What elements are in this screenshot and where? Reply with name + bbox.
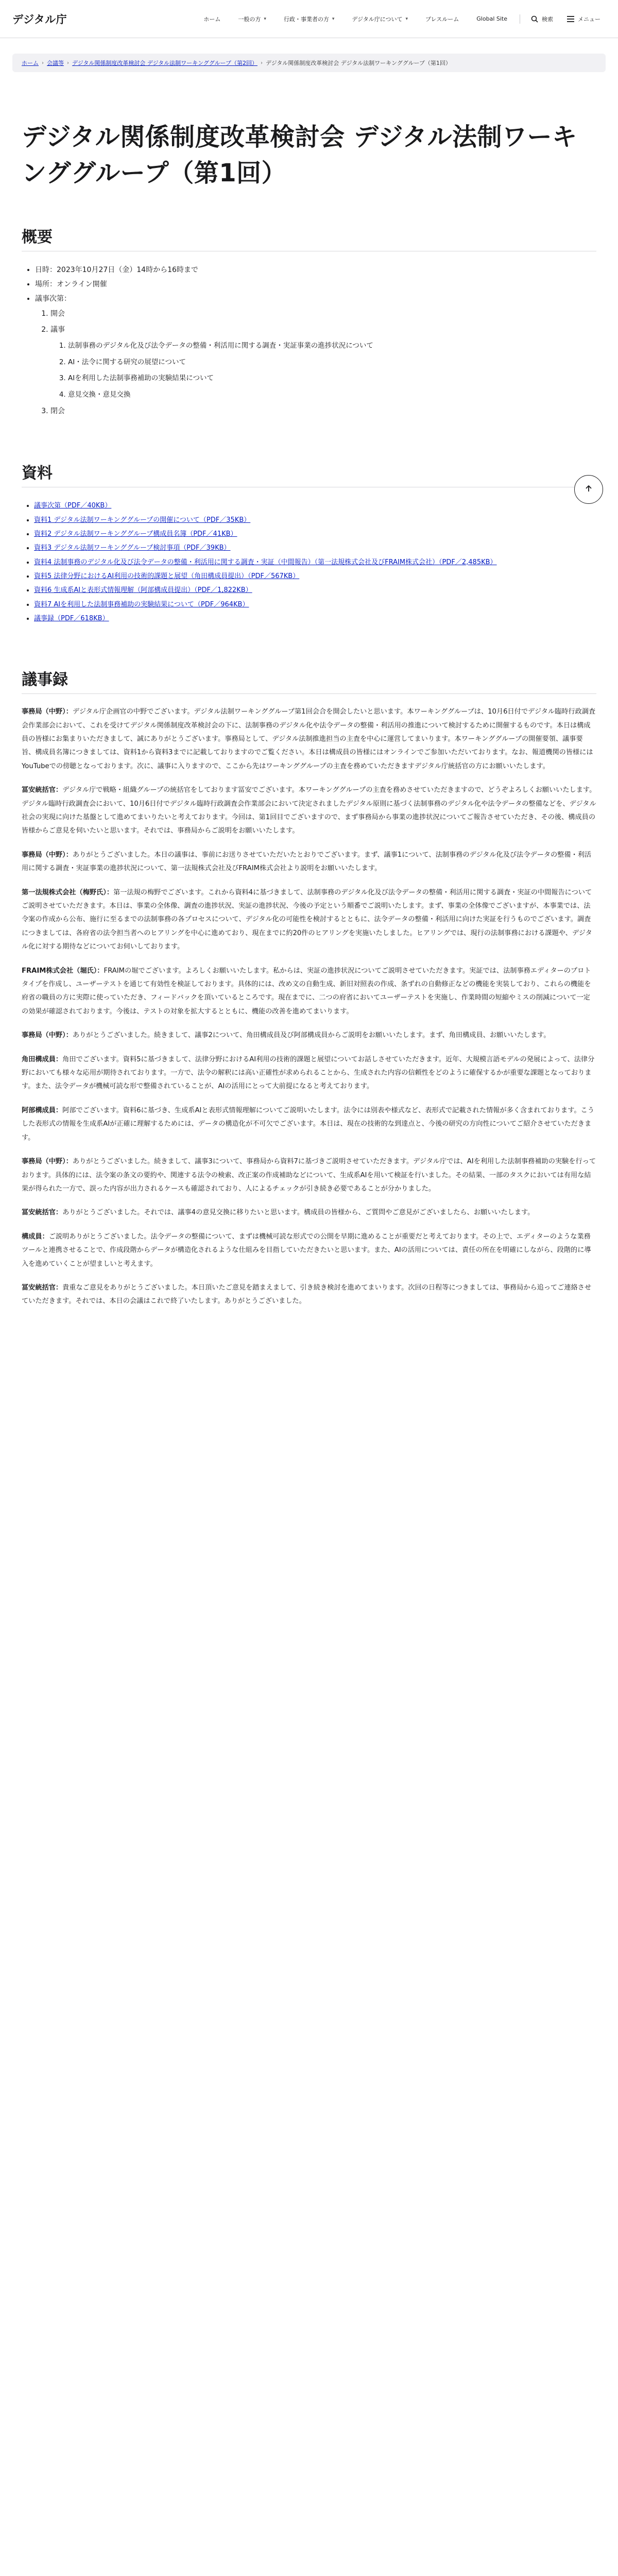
speaker-name: 冨安統括官： xyxy=(22,1209,63,1217)
arrow-up-icon xyxy=(585,484,593,495)
agenda-item: 1. 開会 xyxy=(50,306,596,322)
material-item xyxy=(34,555,596,569)
chevron-right-icon: › xyxy=(42,60,44,66)
overview-datetime: • 日時：2023年10月27日（金）14時から16時まで xyxy=(35,263,596,277)
minutes-paragraph xyxy=(22,705,596,773)
speaker-name: 冨安統括官： xyxy=(22,786,63,794)
material-link[interactable]: 資料5 法律分野におけるAI利用の技術的課題と展望（角田構成員提出）（PDF／567KB） xyxy=(34,572,300,580)
agenda-item-label: 議事 xyxy=(50,325,65,334)
material-link[interactable]: 資料3 デジタル法制ワーキンググループ検討事項（PDF／39KB） xyxy=(34,544,231,552)
minutes-paragraph xyxy=(22,1029,596,1042)
minutes-paragraph xyxy=(22,1206,596,1219)
search-icon xyxy=(530,15,539,23)
material-link[interactable]: 資料4 法制事務のデジタル化及び法令データの整備・利活用に関する調査・実証（中間報告）（第一法規株式会社及びFRAIM株式会社）（PDF／2,485KB） xyxy=(34,558,497,566)
material-item xyxy=(34,527,596,541)
minutes-paragraph xyxy=(22,1230,596,1271)
nav-government[interactable] xyxy=(277,11,342,27)
back-to-top-button[interactable] xyxy=(574,475,603,504)
material-link[interactable]: 議事録（PDF／618KB） xyxy=(34,614,109,622)
material-item xyxy=(34,569,596,583)
chevron-down-icon: ▾ xyxy=(332,16,335,22)
speaker-name: 事務局（中野）： xyxy=(22,1158,73,1166)
nav-label: Global Site xyxy=(476,15,507,22)
speech-text: ありがとうございました。本日の議事は、事前にお送りさせていただいたとおりでございます。まず、議事1について、法制事務のデジタル化及び法令データの整備・利活用に関する調査・実証事業の進捗状況について、第一法規株式会社及びFRAIM株式会社より説明をお願いいたします。 xyxy=(22,851,592,873)
speaker-name: 第一法規株式会社（梅野氏）： xyxy=(22,888,114,896)
nav-label: デジタル庁について xyxy=(352,15,403,23)
agenda-subitem: 2. AI・法令に関する研究の展望について xyxy=(68,354,596,371)
nav-home[interactable] xyxy=(196,11,228,27)
agenda-list xyxy=(35,306,596,419)
search-label: 検索 xyxy=(542,15,553,23)
minutes-paragraph xyxy=(22,1281,596,1309)
material-item xyxy=(34,598,596,612)
breadcrumb xyxy=(12,54,606,72)
chevron-down-icon: ▾ xyxy=(405,16,408,22)
materials-heading: 資料 xyxy=(22,464,53,483)
breadcrumb-link-parent[interactable]: デジタル関係制度改革検討会 デジタル法制ワーキンググループ（第2回） xyxy=(72,60,258,66)
nav-label: 一般の方 xyxy=(238,15,261,23)
nav-label: ホーム xyxy=(203,15,221,23)
material-link[interactable]: 資料7 AIを利用した法制事務補助の実験結果について（PDF／964KB） xyxy=(34,600,249,608)
material-item xyxy=(34,499,596,513)
agenda-label: 議事次第： xyxy=(35,295,71,303)
speech-text: 第一法規の梅野でございます。これから資料4に基づきまして、法制事務のデジタル化及び法令データの整備・利活用に関する調査・実証の中間報告についてご説明させていただきます。本日は、事業の全体像、調査の進捗状況、実証の進捗状況、今後の予定という順番でご説明いたします。まず、事業の全体像でございますが、本事業では、法令案の作成から公布、施行に至るまでの法制事務の各プロセスについて、デジタル化の可能性を検討するとともに、法令データの整備・利活用に向けた実証を行うものでございます。調査につきましては、各府省の法令担当者へのヒアリングを中心に進めており、現在までに約20件のヒアリングを実施いたしました。ヒアリングでは、現行の法制事務における課題や、デジタル化に対する期待などについてお伺いしております。 xyxy=(22,888,592,951)
overview-location: • 場所：オンライン開催 xyxy=(35,277,596,292)
overview-list xyxy=(22,263,596,419)
speaker-name: 阿部構成員： xyxy=(22,1106,63,1114)
overview-heading: 概要 xyxy=(22,228,53,247)
chevron-right-icon: › xyxy=(260,60,263,66)
speech-text: FRAIMの堀でございます。よろしくお願いいたします。私からは、実証の進捗状況についてご説明させていただきます。実証では、法制事務エディターのプロトタイプを作成し、ユーザーテストを通じて有効性を検証しております。具体的には、改め文の自動生成、新旧対照表の作成、条ずれの自動修正などの機能を実装しており、これらの機能を府省の職員の方に実際に使っていただき、フィードバックを頂いているところです。現在までに、二つの府省においてユーザーテストを実施し、作業時間の短縮やミスの削減について一定の効果が確認されております。今後は、テストの対象を拡大するとともに、機能の改善を進めてまいります。 xyxy=(22,967,591,1015)
minutes-paragraph xyxy=(22,964,596,1019)
speech-text: デジタル庁企画官の中野でございます。デジタル法制ワーキンググループ第1回会合を開会したいと思います。本ワーキンググループは、10月6日付でデジタル臨時行政調査会作業部会において、これを受けてデジタル関係制度改革検討会の下に、法制事務のデジタル化や法令データの整備・利活用の推進について検討するために開催するものです。本日は構成員の皆様にお集まりいただきまして、誠にありがとうございます。事務局として、デジタル法制推進担当の主査を中心に運営してまいります。本ワーキンググループの開催要領、議事要旨、構成員名簿につきましては、資料1から資料3までに記載しておりますのでご覧ください。本日は構成員の皆様にはオンラインでご参加いただいております。なお、報道機関の皆様にはYouTubeでの傍聴となっております。次に、議事に入りますので、ここから先はワーキンググループの主査を務めていただきますデジタル庁統括官の方にお願いいたします。 xyxy=(22,708,596,770)
material-link[interactable]: 資料6 生成系AIと表形式情報理解（阿部構成員提出）（PDF／1,822KB） xyxy=(34,586,252,595)
nav-label: 行政・事業者の方 xyxy=(283,15,329,23)
material-link[interactable]: 資料2 デジタル法制ワーキンググループ構成員名簿（PDF／41KB） xyxy=(34,530,237,538)
minutes-paragraph xyxy=(22,849,596,876)
menu-button[interactable] xyxy=(561,11,606,27)
material-item xyxy=(34,583,596,597)
section-divider xyxy=(22,693,596,694)
agenda-sublist xyxy=(50,338,596,403)
material-item xyxy=(34,513,596,527)
agenda-item xyxy=(50,322,596,403)
speaker-name: 角田構成員： xyxy=(22,1055,63,1063)
material-link[interactable]: 資料1 デジタル法制ワーキンググループの開催について（PDF／35KB） xyxy=(34,516,251,524)
speech-text: ありがとうございました。それでは、議事4の意見交換に移りたいと思います。構成員の皆様から、ご質問やご意見がございましたら、お願いいたします。 xyxy=(62,1209,535,1217)
breadcrumb-link-meetings[interactable]: 会議等 xyxy=(47,60,64,66)
main-content xyxy=(0,120,618,1309)
breadcrumb-current: デジタル関係制度改革検討会 デジタル法制ワーキンググループ（第1回） xyxy=(265,60,451,66)
page-title: デジタル関係制度改革検討会 デジタル法制ワーキンググループ（第1回） xyxy=(22,123,577,188)
speaker-name: 事務局（中野）： xyxy=(22,1031,73,1040)
overview-agenda xyxy=(35,292,596,419)
minutes-paragraph xyxy=(22,784,596,838)
agenda-subitem: 1. 法制事務のデジタル化及び法令データの整備・利活用に関する調査・実証事業の進捗状況について xyxy=(68,338,596,354)
material-item xyxy=(34,612,596,625)
speech-text: 貴重なご意見をありがとうございました。本日頂いたご意見を踏まえまして、引き続き検討を進めてまいります。次回の日程等につきましては、事務局から追ってご連絡させていただきます。それでは、本日の会議はこれで終了いたします。ありがとうございました。 xyxy=(22,1283,592,1306)
menu-label: メニュー xyxy=(578,15,600,23)
nav-global[interactable] xyxy=(469,11,514,26)
minutes-paragraph xyxy=(22,886,596,954)
materials-list xyxy=(22,499,596,625)
speech-text: ありがとうございました。続きまして、議事2について、角田構成員及び阿部構成員からご説明をお願いいたします。まず、角田構成員、お願いいたします。 xyxy=(72,1031,551,1040)
hamburger-icon xyxy=(566,15,575,23)
chevron-right-icon: › xyxy=(67,60,69,66)
global-nav xyxy=(196,11,606,27)
speaker-name: 事務局（中野）： xyxy=(22,708,73,716)
speaker-name: 構成員： xyxy=(22,1232,49,1241)
minutes-paragraph xyxy=(22,1155,596,1196)
minutes-paragraph xyxy=(22,1053,596,1094)
speech-text: 角田でございます。資料5に基づきまして、法律分野におけるAI利用の技術的課題と展望についてお話しさせていただきます。近年、大規模言語モデルの発展によって、法律分野においても様々な応用が期待されております。一方で、法令の解釈には高い正確性が求められることから、生成された内容の信頼性をどのように確保するかが重要な課題となっております。また、法令データが機械可読な形で整備されていることが、AIの活用にとって大前提になると考えております。 xyxy=(22,1055,595,1091)
breadcrumb-link-home[interactable]: ホーム xyxy=(22,60,39,66)
minutes-paragraph xyxy=(22,1104,596,1145)
nav-label: プレスルーム xyxy=(425,15,459,23)
speech-text: ありがとうございました。続きまして、議事3について、事務局から資料7に基づきご説明させていただきます。デジタル庁では、AIを利用した法制事務補助の実験を行っております。具体的には、法令案の条文の要約や、関連する法令の検索、改正案の作成補助などについて、生成系AIを用いて検証を行いました。その結果、一部のタスクにおいては有用な結果が得られた一方で、誤った内容が出力されるケースも確認されており、人によるチェックが引き続き必要であることが分かりました。 xyxy=(22,1158,596,1193)
site-logo[interactable]: デジタル庁 xyxy=(12,13,67,26)
site-header xyxy=(0,0,618,38)
speech-text: 阿部でございます。資料6に基づき、生成系AIと表形式情報理解についてご説明いたします。法令には別表や様式など、表形式で記載された情報が多く含まれております。こうした表形式の情報を生成系AIが正確に理解するためには、データの構造化が不可欠でございます。本日は、現在の技術的な到達点と、今後の研究の方向性についてご紹介させていただきます。 xyxy=(22,1106,594,1142)
search-button[interactable] xyxy=(525,11,558,27)
agenda-item: 3. 閉会 xyxy=(50,403,596,419)
chevron-down-icon: ▾ xyxy=(264,16,266,22)
speaker-name: 事務局（中野）： xyxy=(22,851,73,859)
nav-general[interactable] xyxy=(231,11,273,27)
agenda-subitem: 3. AIを利用した法制事務補助の実験結果について xyxy=(68,370,596,387)
agenda-subitem: 4. 意見交換・意見交換 xyxy=(68,387,596,403)
nav-press[interactable] xyxy=(418,11,466,27)
speech-text: ご説明ありがとうございました。法令データの整備について、まずは機械可読な形式での公開を早期に進めることが重要だと考えております。その上で、エディターのような業務ツールと連携させることで、作成段階からデータが構造化されるような仕組みを目指していただきたいと思います。また、AIの活用については、責任の所在を明確にしながら、段階的に導入を進めていくことが望ましいと考えます。 xyxy=(22,1232,591,1268)
material-link[interactable]: 議事次第（PDF／40KB） xyxy=(34,502,112,510)
speech-text: デジタル庁で戦略・組織グループの統括官をしております冨安でございます。本ワーキンググループの主査を務めさせていただきますので、どうぞよろしくお願いいたします。デジタル臨時行政調査会において、10月6日付でデジタル臨時行政調査会作業部会において決定されましたデジタル原則に基づく法制事務のデジタル化や法令データの整備などを、デジタル社会の実現に向けた基盤として進めてまいりたいと考えております。今回は、第1回目でございますので、まず事務局から事業の進捗状況についてご報告させていただき、その後、構成員の皆様からご意見を伺いたいと思います。それでは、事務局からご説明をお願いいたします。 xyxy=(22,786,596,835)
material-item xyxy=(34,541,596,555)
speaker-name: 冨安統括官： xyxy=(22,1283,63,1292)
speaker-name: FRAIM株式会社（堀氏）： xyxy=(22,967,104,975)
minutes-body xyxy=(22,705,596,1309)
minutes-heading: 議事録 xyxy=(22,671,68,689)
nav-about[interactable] xyxy=(345,11,415,27)
